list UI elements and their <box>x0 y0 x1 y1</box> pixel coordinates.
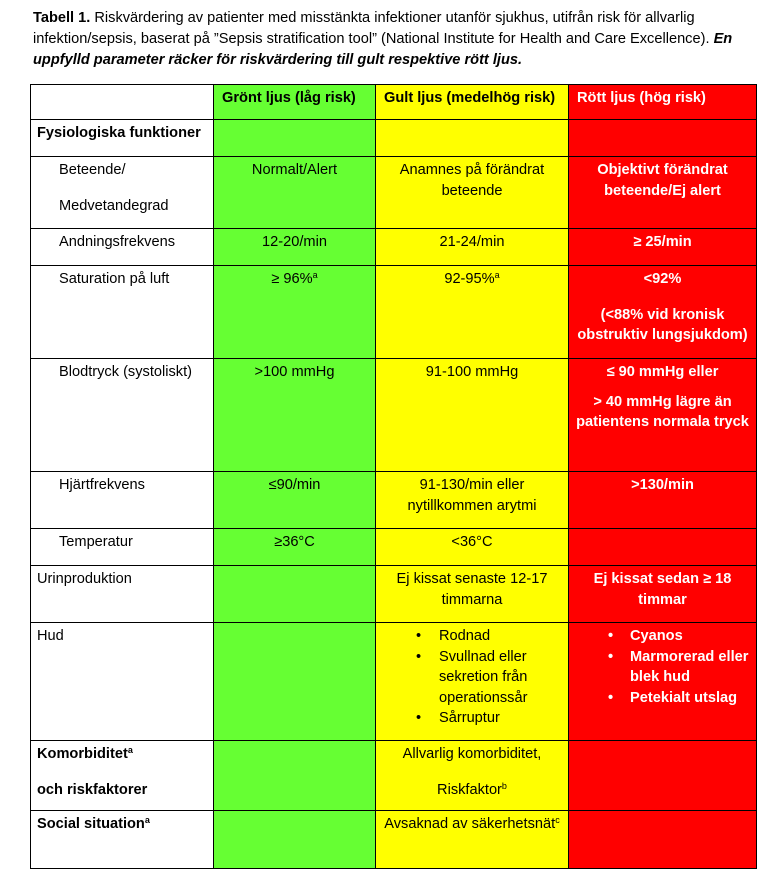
caption-text: Riskvärdering av patienter med misstänkta infektioner utanför sjukhus, utifrån risk för allvarlig infektion/sepsis, baserat på ”Sepsis stratification tool” (National Institute for Health and Care Excellence). <box>33 10 714 47</box>
table-row <box>31 623 757 741</box>
cell-green: >100 mmHg <box>214 359 376 472</box>
cell-red <box>569 359 757 472</box>
row-label-beteende <box>31 157 214 229</box>
footnote-marker: c <box>555 815 560 825</box>
cell-green <box>214 623 376 741</box>
cell-green <box>214 741 376 811</box>
cell-value: Riskfaktor <box>437 781 502 798</box>
risk-table <box>30 84 757 869</box>
header-label-cell <box>31 85 214 120</box>
list-item: • Rodnad <box>382 626 562 647</box>
cell-red: >130/min <box>569 472 757 529</box>
cell-yellow: 91-130/min eller nytillkommen arytmi <box>376 472 569 529</box>
caption-emphasis: En uppfylld parameter räcker för riskvärdering till gult respektive rött ljus. <box>33 31 733 68</box>
table-row <box>31 811 757 869</box>
cell-green: ≥36°C <box>214 529 376 566</box>
row-label-social <box>31 811 214 869</box>
table-row <box>31 157 757 229</box>
footnote-marker: a <box>144 815 150 825</box>
table-row <box>31 529 757 566</box>
cell-line <box>382 780 562 801</box>
row-label-hud: Hud <box>31 623 214 741</box>
cell-green: Normalt/Alert <box>214 157 376 229</box>
row-label-urinproduktion: Urinproduktion <box>31 566 214 623</box>
table-row <box>31 120 757 157</box>
row-label-fysiologiska: Fysiologiska funktioner <box>31 120 214 157</box>
cell-red <box>569 120 757 157</box>
row-label-temperatur: Temperatur <box>31 529 214 566</box>
cell-red: Ej kissat sedan ≥ 18 timmar <box>569 566 757 623</box>
cell-yellow <box>376 811 569 869</box>
row-label-saturation: Saturation på luft <box>31 266 214 359</box>
footnote-marker: b <box>501 780 507 791</box>
cell-line: > 40 mmHg lägre än patientens normala tryck <box>576 393 749 430</box>
list-item: • Sårruptur <box>382 708 562 729</box>
cell-line: <92% <box>643 271 682 287</box>
header-red: Rött ljus (hög risk) <box>569 85 757 120</box>
cell-yellow: 91-100 mmHg <box>376 359 569 472</box>
cell-red <box>569 266 757 359</box>
cell-red: ≥ 25/min <box>569 229 757 266</box>
cell-green: 12-20/min <box>214 229 376 266</box>
cell-red: Objektivt förändrat beteende/Ej alert <box>569 157 757 229</box>
row-label-hjartfrekvens: Hjärtfrekvens <box>31 472 214 529</box>
row-label-line: Medvetandegrad <box>59 197 169 214</box>
row-label-blodtryck: Blodtryck (systoliskt) <box>31 359 214 472</box>
table-caption <box>33 8 763 71</box>
table-row <box>31 566 757 623</box>
footnote-marker: a <box>494 270 500 280</box>
cell-yellow <box>376 266 569 359</box>
cell-red <box>569 741 757 811</box>
cell-yellow: Ej kissat senaste 12-17 timmarna <box>376 566 569 623</box>
cell-yellow: Anamnes på förändrat beteende <box>376 157 569 229</box>
cell-green <box>214 566 376 623</box>
cell-line: (<88% vid kronisk obstruktiv lungsjukdom) <box>577 306 748 343</box>
table-row <box>31 741 757 811</box>
header-yellow: Gult ljus (medelhög risk) <box>376 85 569 120</box>
cell-line: ≤ 90 mmHg eller <box>606 364 719 380</box>
row-label-andning: Andningsfrekvens <box>31 229 214 266</box>
cell-value: Avsaknad av säkerhetsnät <box>384 816 556 832</box>
table-row <box>31 472 757 529</box>
cell-yellow <box>376 120 569 157</box>
table-row <box>31 229 757 266</box>
cell-yellow <box>376 623 569 741</box>
list-item: • Svullnad eller sekretion från operationssår <box>382 647 562 709</box>
cell-red <box>569 623 757 741</box>
cell-green <box>214 120 376 157</box>
hud-red-list <box>575 626 750 708</box>
caption-label: Tabell 1. <box>33 10 91 26</box>
list-item: • Cyanos <box>575 626 750 647</box>
header-green: Grönt ljus (låg risk) <box>214 85 376 120</box>
row-label-text: Komorbiditet <box>37 746 128 762</box>
cell-yellow: 21-24/min <box>376 229 569 266</box>
header-row <box>31 85 757 120</box>
hud-yellow-list <box>382 626 562 729</box>
cell-value: ≥ 96% <box>271 271 313 287</box>
list-item: • Petekialt utslag <box>575 688 750 709</box>
row-label-line: och riskfaktorer <box>37 781 148 798</box>
cell-red <box>569 811 757 869</box>
row-label-line: Beteende/ <box>59 162 126 178</box>
cell-green <box>214 266 376 359</box>
footnote-marker: a <box>127 745 133 755</box>
row-label-komorbiditet <box>31 741 214 811</box>
row-label-line <box>37 744 207 765</box>
table-row <box>31 359 757 472</box>
cell-line: Allvarlig komorbiditet, <box>402 746 542 762</box>
cell-yellow: <36°C <box>376 529 569 566</box>
cell-yellow <box>376 741 569 811</box>
cell-red <box>569 529 757 566</box>
row-label-text: Social situation <box>37 816 145 832</box>
cell-green <box>214 811 376 869</box>
footnote-marker: a <box>312 270 318 280</box>
table-row <box>31 266 757 359</box>
cell-value: 92-95% <box>444 271 495 287</box>
list-item: • Marmorerad eller blek hud <box>575 647 750 688</box>
cell-green: ≤90/min <box>214 472 376 529</box>
